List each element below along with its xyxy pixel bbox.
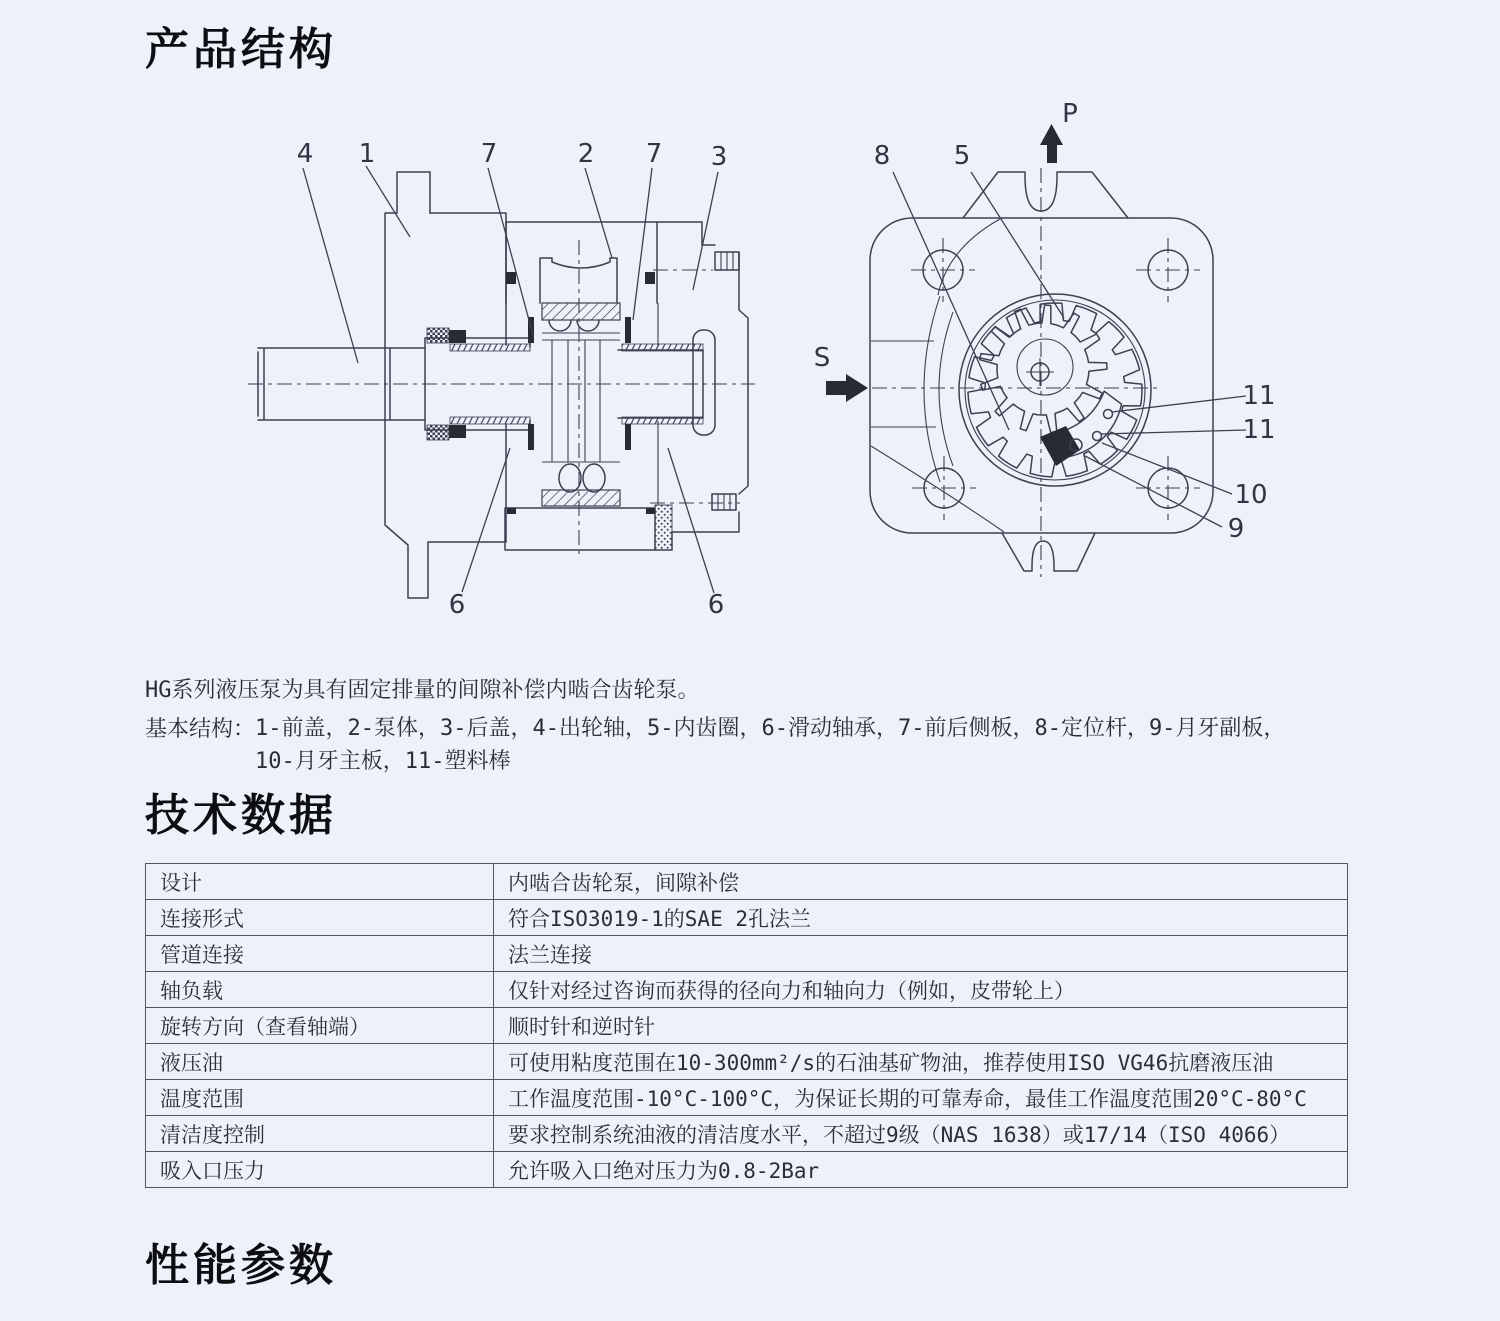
pump-body xyxy=(506,222,657,303)
spec-value-cell: 符合ISO3019-1的SAE 2孔法兰 xyxy=(494,900,1348,936)
spec-label-cell: 温度范围 xyxy=(146,1080,494,1116)
pressure-port-arrow xyxy=(1040,124,1063,163)
table-row xyxy=(146,900,1348,936)
structure-list xyxy=(255,712,1285,778)
section-title-performance: 性能参数 xyxy=(145,1240,337,1291)
callout-leaders xyxy=(893,172,1246,527)
callout-11a: 11 xyxy=(1242,381,1276,411)
callout-6a: 6 xyxy=(448,590,466,620)
spec-label-cell: 旋转方向（查看轴端） xyxy=(146,1008,494,1044)
table-row xyxy=(146,1044,1348,1080)
spec-value-cell: 可使用粘度范围在10-300mm²/s的石油基矿物油，推荐使用ISO VG46抗磨液压油 xyxy=(494,1044,1348,1080)
table-row xyxy=(146,864,1348,900)
spec-label-cell: 轴负载 xyxy=(146,972,494,1008)
pinion-gear-teeth xyxy=(980,305,1107,433)
callout-3: 3 xyxy=(710,142,728,172)
spec-value-cell: 法兰连接 xyxy=(494,936,1348,972)
front-cover xyxy=(385,172,506,598)
spec-value-cell: 仅针对经过咨询而获得的径向力和轴向力（例如，皮带轮上） xyxy=(494,972,1348,1008)
pressure-port-label: P xyxy=(1062,99,1078,129)
table-row xyxy=(146,1080,1348,1116)
gear-set xyxy=(959,294,1151,486)
crescent-sub-plate xyxy=(1040,426,1080,466)
structure-label: 基本结构： xyxy=(145,717,256,742)
spec-value-cell: 要求控制系统油液的清洁度水平，不超过9级（NAS 1638）或17/14（ISO 4066） xyxy=(494,1116,1348,1152)
section-title-technical-data: 技术数据 xyxy=(145,790,337,841)
table-row xyxy=(146,972,1348,1008)
callout-6b: 6 xyxy=(707,590,725,620)
callout-numbers xyxy=(814,99,1276,544)
pump-front-view-diagram xyxy=(800,95,1320,645)
callout-5: 5 xyxy=(953,141,971,171)
callout-9: 9 xyxy=(1227,514,1245,544)
callout-7b: 7 xyxy=(645,139,663,169)
structure-description xyxy=(145,712,1285,778)
callout-8: 8 xyxy=(873,141,891,171)
spec-label-cell: 管道连接 xyxy=(146,936,494,972)
spec-value-cell: 内啮合齿轮泵，间隙补偿 xyxy=(494,864,1348,900)
structure-line-1: 1-前盖，2-泵体，3-后盖，4-出轮轴，5-内齿圈，6-滑动轴承，7-前后侧板，8-定位杆，9-月牙副板， xyxy=(255,716,1286,741)
pump-cross-section-diagram xyxy=(240,110,800,640)
suction-port-arrow xyxy=(826,374,868,402)
table-row xyxy=(146,1008,1348,1044)
table-row xyxy=(146,936,1348,972)
spec-value-cell: 顺时针和逆时针 xyxy=(494,1008,1348,1044)
bearing-balls xyxy=(559,464,605,492)
bottom-housing xyxy=(505,508,655,550)
callout-7a: 7 xyxy=(480,139,498,169)
bolt-holes xyxy=(911,238,1200,520)
callout-10: 10 xyxy=(1234,480,1268,510)
technical-data-table xyxy=(145,863,1348,1188)
spec-label-cell: 设计 xyxy=(146,864,494,900)
spec-label-cell: 清洁度控制 xyxy=(146,1116,494,1152)
spec-value-cell: 允许吸入口绝对压力为0.8-2Bar xyxy=(494,1152,1348,1188)
spec-value-cell: 工作温度范围-10°C-100°C，为保证长期的可靠寿命，最佳工作温度范围20°C-80°C xyxy=(494,1080,1348,1116)
spec-label-cell: 连接形式 xyxy=(146,900,494,936)
table-row xyxy=(146,1152,1348,1188)
structure-line-2: 10-月牙主板，11-塑料棒 xyxy=(255,749,511,774)
section-title-product-structure: 产品结构 xyxy=(145,24,337,75)
callout-2: 2 xyxy=(577,139,595,169)
callout-4: 4 xyxy=(296,139,314,169)
spec-label-cell: 吸入口压力 xyxy=(146,1152,494,1188)
callout-1: 1 xyxy=(358,139,376,169)
callout-11b: 11 xyxy=(1242,415,1276,445)
rear-cover xyxy=(655,222,748,550)
intro-text: HG系列液压泵为具有固定排量的间隙补偿内啮合齿轮泵。 xyxy=(145,678,700,703)
spec-label-cell: 液压油 xyxy=(146,1044,494,1080)
centerlines xyxy=(248,240,755,558)
table-row xyxy=(146,1116,1348,1152)
centerlines xyxy=(872,168,1158,577)
suction-port-label: S xyxy=(813,343,831,373)
